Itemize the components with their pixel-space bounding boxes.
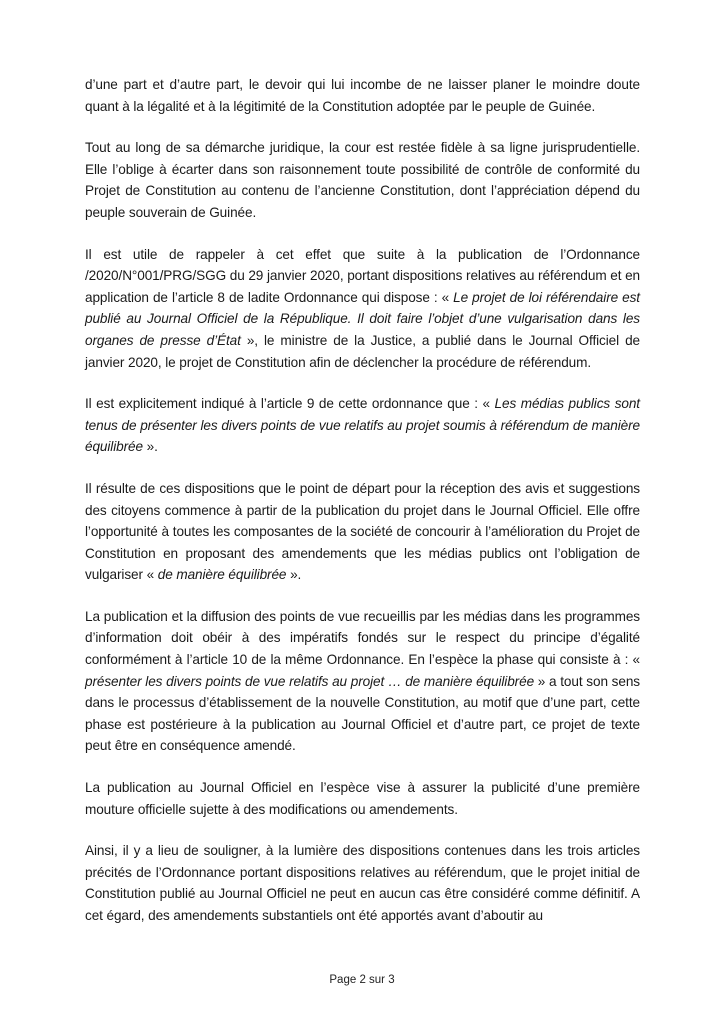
paragraph-text: La publication et la diffusion des points de vue recueillis par les médias dans les programmes d’information doit obéir à des impératifs fondés sur le respect du principe d’égalité conformément à l’article 10 de la même Ordonnance. En l’espèce la phase qui consiste à : « (85, 608, 640, 668)
quoted-text: présenter les divers points de vue relatifs au projet … de manière équilibrée (85, 673, 535, 689)
paragraph-text: Ainsi, il y a lieu de souligner, à la lumière des dispositions contenues dans les trois articles précités de l’Ordonnance portant dispositions relatives au référendum, que le projet initial de Constitution publié au Journal Officiel ne peut en aucun cas être considéré comme définitif. A cet égard, des amendements substantiels ont été apportés avant d’aboutir au (85, 843, 640, 923)
paragraph-text: Il est explicitement indiqué à l’article 9 de cette ordonnance que : « (85, 396, 495, 412)
paragraph (85, 840, 640, 926)
paragraph (85, 478, 640, 586)
paragraph-text: Il est utile de rappeler à cet effet que suite à la publication de l’Ordonnance /2020/N°001/PRG/SGG du 29 janvier 2020, portant dispositions relatives au référendum et en application de l’article 8 de ladite Ordonnance qui dispose : « (85, 246, 640, 305)
paragraph-text: ». (142, 439, 158, 455)
quoted-text: Les médias publics sont tenus de présenter les divers points de vue relatifs au projet soumis à référendum de manière équilibrée (85, 396, 640, 455)
paragraph-text: Tout au long de sa démarche juridique, la cour est restée fidèle à sa ligne jurisprudentielle. Elle l’oblige à écarter dans son raisonnement toute possibilité de contrôle de conformité du Projet de Constitution au contenu de l’ancienne Constitution, dont l’appréciation dépend du peuple souverain de Guinée. (85, 140, 640, 220)
paragraph-text: », le ministre de la Justice, a publié dans le Journal Officiel de janvier 2020, le projet de Constitution afin de déclencher la procédure de référendum. (85, 332, 640, 370)
paragraph (85, 74, 640, 117)
paragraph-text: ». (286, 567, 302, 583)
paragraph-text: Il résulte de ces dispositions que le point de départ pour la réception des avis et suggestions des citoyens commence à partir de la publication du projet dans le Journal Officiel. Elle offre l’opportunité à toutes les composantes de la société de concourir à l’amélioration du Projet de Constitution en proposant des amendements que les médias publics ont l’obligation de vulgariser « (85, 480, 640, 583)
paragraph (85, 777, 640, 820)
page-footer: Page 2 sur 3 (329, 974, 395, 986)
paragraph (85, 393, 640, 458)
paragraph (85, 137, 640, 223)
paragraph (85, 606, 640, 757)
paragraph (85, 244, 640, 374)
document-body (85, 74, 640, 947)
quoted-text: Le projet de loi référendaire est publié au Journal Officiel de la République. Il doit faire l’objet d’une vulgarisation dans les organes de presse d’État (85, 289, 640, 348)
paragraph-text: » a tout son sens dans le processus d’établissement de la nouvelle Constitution, au motif que d’une part, cette phase est postérieure à la publication au Journal Officiel et d’autre part, ce projet de texte peut être en conséquence amendé. (85, 673, 640, 754)
paragraph-text: d’une part et d’autre part, le devoir qui lui incombe de ne laisser planer le moindre doute quant à la légalité et à la légitimité de la Constitution adoptée par le peuple de Guinée. (85, 77, 640, 114)
quoted-text: de manière équilibrée (157, 567, 287, 583)
paragraph-text: La publication au Journal Officiel en l’espèce vise à assurer la publicité d’une première mouture officielle sujette à des modifications ou amendements. (85, 780, 640, 817)
